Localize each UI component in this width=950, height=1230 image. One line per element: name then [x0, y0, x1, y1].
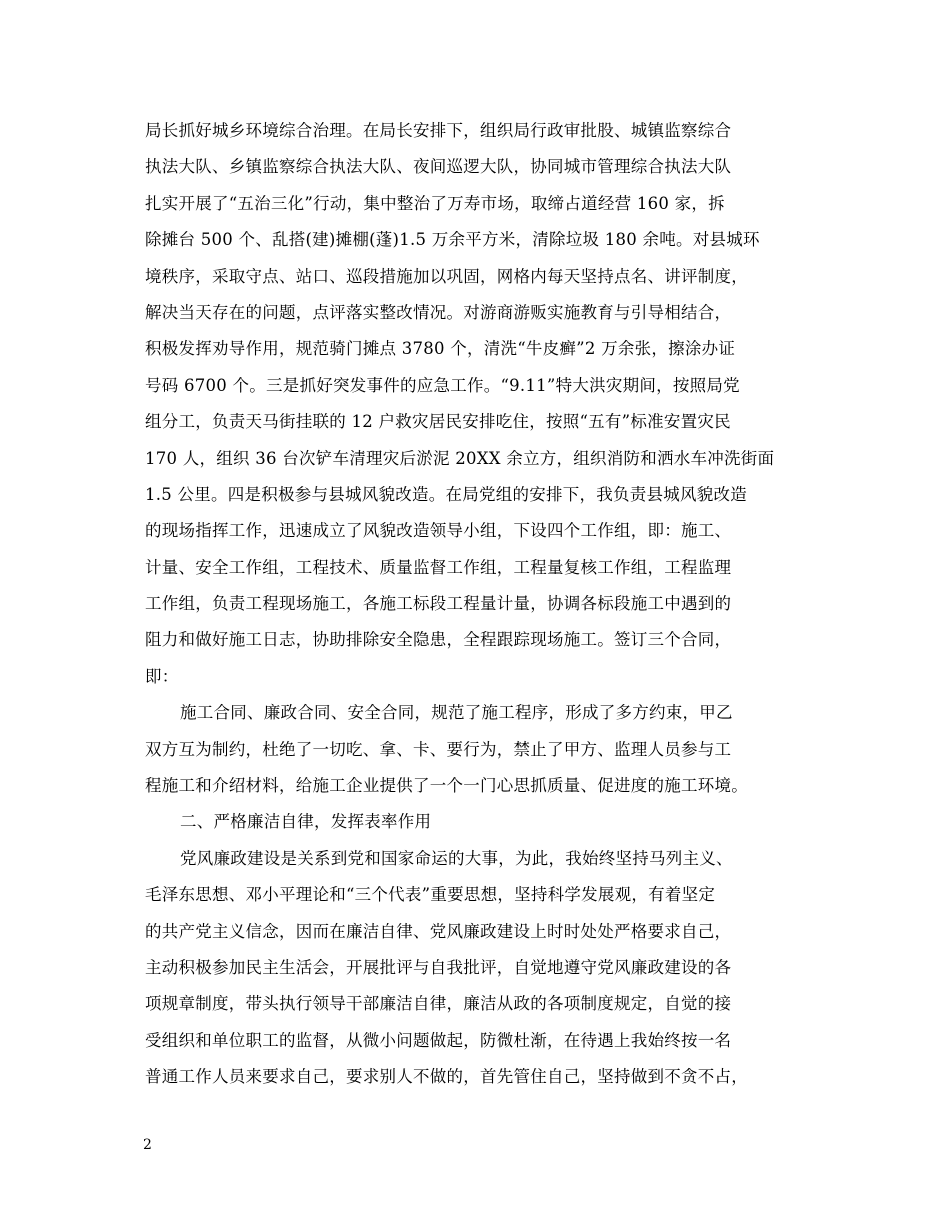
text-line: 受组织和单位职工的监督，从微小问题做起，防微杜渐，在待遇上我始终按一名	[145, 1030, 732, 1050]
text-line: 执法大队、乡镇监察综合执法大队、夜间巡逻大队，协同城市管理综合执法大队	[145, 157, 732, 177]
text-line: 扎实开展了“五治三化”行动，集中整治了万寿市场，取缔占道经营 160 家，拆	[145, 193, 725, 213]
text-line: 阻力和做好施工日志，协助排除安全隐患，全程跟踪现场施工。签订三个合同，	[145, 630, 732, 650]
text-line: 毛泽东思想、邓小平理论和“三个代表”重要思想，坚持科学发展观，有着坚定	[145, 885, 716, 905]
section-heading: 二、严格廉洁自律，发挥表率作用	[180, 812, 432, 832]
text-line: 号码 6700 个。三是抓好突发事件的应急工作。“9.11”特大洪灾期间，按照局党	[145, 375, 740, 395]
text-line: 1.5 公里。四是积极参与县城风貌改造。在局党组的安排下，我负责县城风貌改造	[145, 484, 747, 504]
text-line: 程施工和介绍材料，给施工企业提供了一个一门心思抓质量、促进度的施工环境。	[145, 776, 748, 796]
text-line: 解决当天存在的问题，点评落实整改情况。对游商游贩实施教育与引导相结合，	[145, 302, 732, 322]
text-line: 施工合同、廉政合同、安全合同，规范了施工程序，形成了多方约束，甲乙	[180, 703, 733, 723]
text-line: 党风廉政建设是关系到党和国家命运的大事，为此，我始终坚持马列主义、	[180, 848, 733, 868]
text-line: 即：	[145, 666, 179, 686]
text-line: 积极发挥劝导作用，规范骑门摊点 3780 个，清洗“牛皮癣”2 万余张，擦涂办证	[145, 339, 736, 359]
page-number: 2	[143, 1137, 152, 1153]
text-line: 组分工，负责天马街挂联的 12 户救灾居民安排吃住，按照“五有”标准安置灾民	[145, 412, 731, 432]
text-line: 双方互为制约，杜绝了一切吃、拿、卡、要行为，禁止了甲方、监理人员参与工	[145, 739, 732, 759]
text-line: 普通工作人员来要求自己，要求别人不做的，首先管住自己，坚持做到不贪不占，	[145, 1067, 748, 1087]
text-line: 工作组，负责工程现场施工，各施工标段工程量计量，协调各标段施工中遇到的	[145, 594, 732, 614]
text-line: 计量、安全工作组，工程技术、质量监督工作组，工程量复核工作组，工程监理	[145, 557, 732, 577]
text-line: 境秩序，采取守点、站口、巡段措施加以巩固，网格内每天坚持点名、讲评制度，	[145, 266, 748, 286]
text-line: 的现场指挥工作，迅速成立了风貌改造领导小组，下设四个工作组，即：施工、	[145, 521, 732, 541]
text-line: 项规章制度，带头执行领导干部廉洁自律，廉洁从政的各项制度规定，自觉的接	[145, 994, 732, 1014]
text-line: 170 人，组织 36 台次铲车清理灾后淤泥 20XX 余立方，组织消防和洒水车冲洗街面	[145, 448, 775, 468]
body-text	[145, 113, 815, 1096]
text-line: 主动积极参加民主生活会，开展批评与自我批评，自觉地遵守党风廉政建设的各	[145, 957, 732, 977]
text-line: 的共产党主义信念，因而在廉洁自律、党风廉政建设上时时处处严格要求自己，	[145, 921, 732, 941]
text-line: 局长抓好城乡环境综合治理。在局长安排下，组织局行政审批股、城镇监察综合	[145, 121, 732, 140]
text-line: 除摊台 500 个、乱搭(建)摊棚(蓬)1.5 万余平方米，清除垃圾 180 余吨。对县城环	[145, 230, 760, 250]
